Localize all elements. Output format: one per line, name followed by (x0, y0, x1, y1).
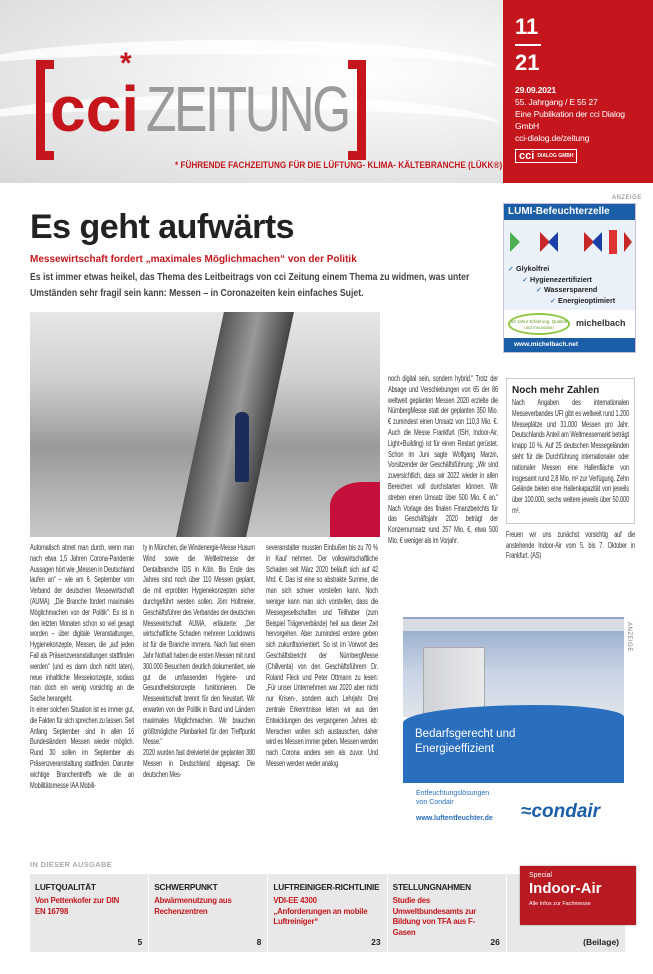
sidebar-column (506, 378, 635, 562)
article-photo (30, 312, 380, 537)
lead-paragraph (30, 270, 485, 301)
toc-page: 23 (371, 937, 381, 947)
check-item: Wassersparend (544, 285, 598, 294)
michelbach-link[interactable]: www.michelbach.net (504, 338, 635, 352)
logo-bracket (348, 60, 366, 160)
lead-text: Es ist immer etwas heikel, das Thema des Leitbeitrags von cci Zeitung einem Thema zu widmen, was unter Umständen sehr fragil sein kann: Messen – in Coronazeiten kein einfaches Sujet. (30, 272, 470, 299)
paragraph: severanstalter mussten Einbußen bis zu 70 % in Kauf nehmen. Der volkswirtschaftliche Schaden seit März 2020 beläuft sich auf 42 Mrd. €. Das ist eine so abstrakte Summe, die man sich schwer vorstellen kann. Noch weniger kann man sich vorstellen, dass die Messegesellschaften und Teilhaber (zum Beispiel Trägerverbände) heil aus dieser Zeit hervorgehen. Aber zumindest erstere geben sich zukunftsorientiert. So ist im Vorwort des Geschäftsbericht der NürnbergMesse (Chillventa) von den Geschäftsführern Dr. Roland Fleck und Peter Ottmann zu lesen: „Für unser Unternehmen war 2020 aber nicht nur Krisen-, sondern auch Lehrjahr. Drei zentrale Erkenntnisse leiten wir aus den Entwicklungen des vergangenen Jahres ab: Menschen wollen sich austauschen, daher wird es Messen immer geben. Messen werden nach Corona anders sein als zuvor. Und Messen werden weder analog (266, 543, 379, 768)
issue-number: 11 (515, 14, 539, 39)
toc-desc: Von Pettenkofer zur DIN EN 16798 (35, 896, 120, 916)
article-closing (506, 530, 635, 562)
check-icon: ✓ (522, 274, 529, 284)
cci-zeitung-logo (36, 47, 366, 160)
toc-heading: STELLUNGNAHMEN (392, 882, 471, 892)
toc-desc: Abwärmenutzung aus Rechenzentren (154, 896, 232, 916)
toc-page: 8 (256, 937, 262, 947)
ad-label: ANZEIGE (626, 622, 632, 652)
check-icon: ✓ (550, 295, 557, 305)
toc-heading: SCHWERPUNKT (154, 882, 218, 892)
special-indoor-air[interactable] (520, 866, 636, 925)
info-box (506, 378, 635, 524)
special-title: Indoor-Air (529, 880, 602, 897)
paragraph: 2020 wurden fast dreiviertel der geplanten 380 Messen in Deutschland abgesagt. Die deutschen Mes- (143, 748, 256, 779)
condair-ad-footer (403, 783, 624, 853)
ad-subtext: von Condair (416, 799, 454, 806)
logo-zeitung: ZEITUNG (146, 73, 349, 145)
info-box-text: Nach Angaben des internationalen Messeverbandes UFI gibt es weltweit rund 1.200 Messeplätze und 31.000 Messen pro Jahr. Deutschlands Anteil am Weltmessemarkt beträgt knapp 10 %. Auf 25 deutschen Messegeländen steht für die Durchführung internationaler oder nationaler Messen eine Hallenfläche von insgesamt rund 2,8 Mio. m² zur Verfügung. Zehn Gelände bieten eine Hallenkapazität von jeweils über 100.000, sechs weitere jeweils über 50.000 m². (512, 398, 629, 515)
info-box-title: Noch mehr Zahlen (512, 385, 600, 396)
michelbach-logo: michelbach (576, 318, 626, 328)
ad-subtext: Entfeuchtungslösungen (416, 790, 490, 797)
ad-claim: Bedarfsgerecht und (415, 728, 516, 740)
toc-item[interactable] (149, 874, 267, 952)
unit-diagram (504, 220, 635, 264)
paragraph: In einer solchen Situation ist es immer gut, die Fakten für sich sprechen zu lassen. Seit Anfang September sind in allen 16 Bundesländern Messen wieder möglich. Rund 30 sollen im September als Präsenzveranstaltung stattfinden. Darunter wichtige Branchentreffs wie die an Mobilitätsmesse IAA Mobili- (30, 704, 135, 790)
paragraph: ty in München, die Windenergie-Messe Husum Wind sowie die Weltleitmesse der Dentalbranche IDS in Köln. Bis Ende des Jahres sind noch über 110 Messen geplant, die mit erprobten Hygienekonzepten sicher durchgeführt werden sollen. Jörn Holtmeier, Geschäftsführer des Verbandes der deutschen Messewirtschaft AUMA, erläuterte: „Der wirtschaftliche Schaden mehrerer Lockdowns ist für die Branche immens. Nach fast einem Jahr Nothalt haben die ersten Messen mit rund 300.000 Besuchern deutlich dokumentiert, wie gut die umfassenden Hygiene- und Gesundheitskonzepte funktionieren. Die Messewirtschaft brennt für den Neustart. Wir erwarten von der Politik in Bund und Ländern maximales Möglichmachen. Wir brauchen größtmögliche Planbarkeit für den Treffpunkt Messe.“ (143, 543, 256, 747)
issue-date: 29.09.2021 (515, 85, 557, 95)
ad-photo (403, 617, 624, 717)
toc-page: 5 (137, 937, 143, 947)
issue-box (503, 0, 653, 183)
ad-claim: Energieeffizient (415, 743, 495, 755)
check-icon: ✓ (536, 285, 543, 294)
issue-year: 21 (515, 50, 540, 75)
condair-wordmark: condair (531, 801, 601, 822)
logo-asterisk: * (120, 47, 132, 80)
ad-title: LUMI-Befeuchterzelle (504, 204, 635, 220)
toc-desc: VDI-EE 4300 „Anforderungen an mobile Luftreiniger“ (273, 896, 368, 926)
issue-volume: 55. Jahrgang / E 55 27 (515, 97, 598, 107)
toc-desc: Studie des Umweltbundesamts zur Bildung von TFA aus F-Gasen (392, 896, 477, 937)
publisher: Eine Publikation der cci Dialog GmbH (515, 109, 625, 131)
check-item: Glykolfrei (516, 264, 550, 273)
toc-label: IN DIESER AUSGABE (30, 860, 112, 869)
experience-badge: 50 Jahre Erfahrung, Qualität und Innovation (508, 313, 570, 335)
pipe (403, 619, 624, 631)
heat-exchanger-icon (592, 232, 602, 252)
heater-icon (609, 230, 617, 254)
paragraph: Freuen wir uns zunächst vorsichtig auf die anstehende Indoor-Air vom 5. bis 7. Oktober in Frankfurt. (AS) (506, 529, 636, 561)
check-icon: ✓ (508, 264, 515, 273)
condair-logo: ≈condair (521, 801, 601, 822)
check-item: Energieoptimiert (558, 295, 616, 305)
person (235, 412, 249, 482)
tagline: * FÜHRENDE FACHZEITUNG FÜR DIE LÜFTUNG- KLIMA- KÄLTEBRANCHE (LÜKK®) (175, 160, 503, 171)
toc-item[interactable] (30, 874, 148, 952)
article-column-2 (143, 543, 255, 781)
logo-cci: cci (50, 73, 139, 145)
paragraph: noch digital sein, sondern hybrid.“ Trotz der Absage und Verschiebungen von 65 der 86 weltweit geplanten Messen 2020 erzielte die NürnbergMesse statt der geplanten 350 Mio. € zumindest einen Umsatz von 110,3 Mio. €. Auch die Messe Frankfurt (ISH, Indoor-Air, Light+Building) ist für einen Restart gerüstet. Schon im Juni sagte Wolfgang Marzin, Vorsitzender der Geschäftsführung: „Wir sind zuversichtlich, dass wir 2022 wieder in allen Bereichen voll durchstarten können. Wir streben einen Umsatz über 500 Mio. € an.“ Nach Vorlage des finalen Finanzberichts für das Geschäftsjahr 2020 beträgt der Konzernumsatz rund 257 Mio. €, etwa 500 Mio. € weniger als im Vorjahr. (388, 374, 499, 545)
check-item: Hygienezertifiziert (530, 274, 592, 284)
cci-dialog-logo: cci DIALOG GMBH (515, 149, 577, 163)
special-subtitle: Alle Infos zur Fachmesse (529, 901, 591, 907)
article-column-1 (30, 543, 134, 791)
article-column-4 (388, 374, 498, 547)
toc-heading: LUFTREINIGER-RICHTLINIE (273, 882, 380, 892)
masthead (0, 0, 503, 183)
heat-exchanger-icon (548, 232, 558, 252)
ad-label: ANZEIGE (612, 195, 642, 201)
toc-page: 26 (490, 937, 500, 947)
headline: Es geht aufwärts (30, 208, 295, 246)
arrow-icon (510, 232, 520, 252)
divider (515, 44, 541, 46)
toc-page: (Beilage) (583, 937, 620, 947)
paragraph: Automatisch atmet man durch, wenn man nach etwa 1,5 Jahren Corona-Pandemie Aussagen hört wie „Messen in Deutschland laufen an“ – wie am 6. September vom Verband der deutschen Messewirtschaft (AUMA). „Die Branche fordert maximales Möglichmachen von der Politik“. Es ist in den letzten Monaten schon so viel gesagt worden – über digitale Veranstaltungen, Hygienekonzepte, Messen, die „auf jeden Fall als Präsenzveranstaltungen stattfinden werden“ (und es dann doch nicht taten), neue inhaltliche Messekonzepte, sodass man doch ein wenig vorsichtig an die Sache herangeht. (30, 543, 135, 704)
toc-item[interactable] (388, 874, 506, 952)
condair-link[interactable]: www.luftentfeuchter.de (416, 815, 493, 822)
condair-ad[interactable] (403, 617, 624, 783)
toc-item[interactable] (268, 874, 386, 952)
article-column-3 (266, 543, 378, 770)
arrow-icon (624, 232, 632, 252)
toc-heading: LUFTQUALITÄT (35, 882, 96, 892)
red-carpet (330, 482, 380, 537)
subheadline: Messewirtschaft fordert „maximales Möglichmachen“ von der Politik (30, 254, 357, 265)
special-label: Special (529, 872, 552, 879)
michelbach-ad[interactable] (503, 203, 636, 353)
website-link[interactable]: cci-dialog.de/zeitung (515, 133, 590, 143)
